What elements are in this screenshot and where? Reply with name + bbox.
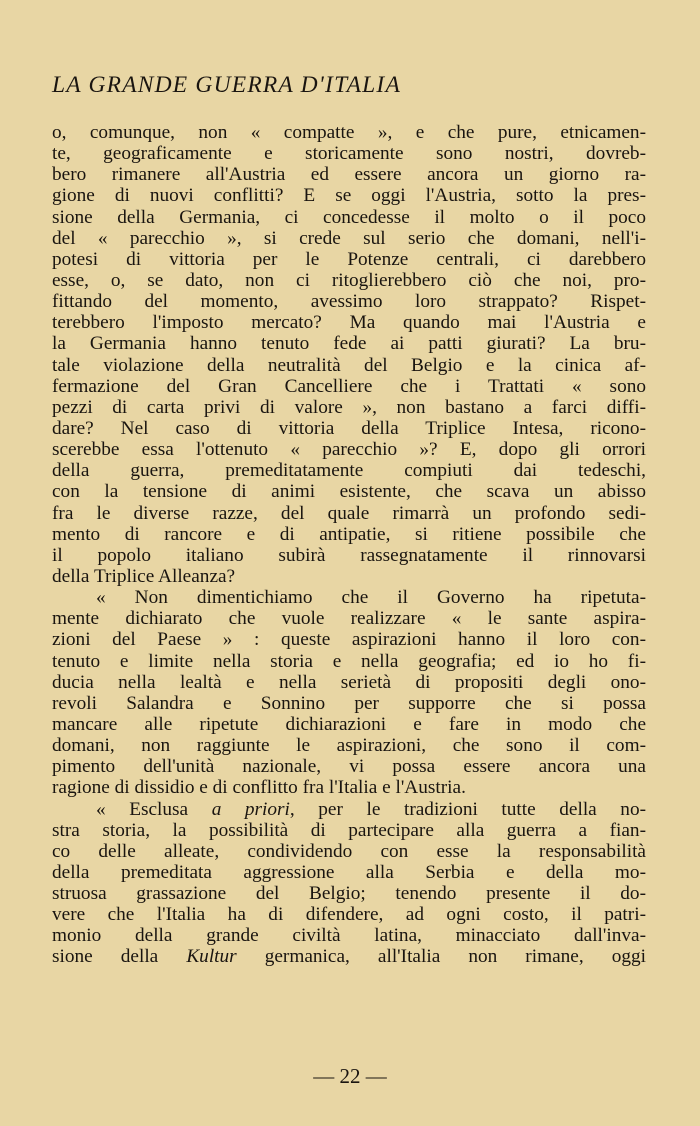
text-line: co delle alleate, condividendo con esse la responsabilità xyxy=(52,840,646,862)
paragraph-first-line: « Non dimentichiamo che il Governo ha ripetuta- xyxy=(96,587,646,609)
text-line: fra le diverse razze, del quale rimarrà un profondo sedi- xyxy=(52,502,646,524)
text-line: sione della Germania, ci concedesse il molto o il poco xyxy=(52,206,646,228)
text-line: terebbero l'imposto mercato? Ma quando mai l'Austria e xyxy=(52,312,646,334)
paragraph-first-line: « Esclusa a priori, per le tradizioni tutte della no- xyxy=(96,798,647,820)
text-line: tale violazione della neutralità del Belgio e la cinica af- xyxy=(52,354,646,376)
paragraph-end-line: della Triplice Alleanza? xyxy=(52,565,236,587)
text-line: mento di rancore e di antipatie, si ritiene possibile che xyxy=(52,523,646,545)
text-line: gione di nuovi conflitti? E se oggi l'Austria, sotto la pres- xyxy=(52,185,646,207)
text-line: domani, non raggiunte le aspirazioni, che sono il com- xyxy=(52,735,646,757)
text-line: mente dichiarato che vuole realizzare « le sante aspira- xyxy=(52,608,646,630)
text-line: il popolo italiano subirà rassegnatamente il rinnovarsi xyxy=(52,544,646,566)
page-number: — 22 — xyxy=(313,1064,387,1088)
text-line: fermazione del Gran Cancelliere che i Trattati « sono xyxy=(52,375,646,397)
text-line: potesi di vittoria per le Potenze centrali, ci darebbero xyxy=(52,248,646,270)
text-line: pezzi di carta privi di valore », non bastano a farci diffi- xyxy=(52,396,646,418)
body-text xyxy=(52,122,646,968)
text-line: della premeditata aggressione alla Serbia e della mo- xyxy=(52,861,646,883)
text-line: con la tensione di animi esistente, che scava un abisso xyxy=(52,481,646,503)
text-line: esse, o, se dato, non ci ritoglierebbero ciò che noi, pro- xyxy=(52,269,646,291)
running-header: LA GRANDE GUERRA D'ITALIA xyxy=(52,72,401,98)
text-line: zioni del Paese » : queste aspirazioni hanno il loro con- xyxy=(52,629,646,651)
text-line: revoli Salandra e Sonnino per supporre che si possa xyxy=(52,692,646,714)
text-line: stra storia, la possibilità di partecipare alla guerra a fian- xyxy=(52,819,646,841)
text-line: o, comunque, non « compatte », e che pure, etnicamen- xyxy=(52,122,646,143)
text-line: ducia nella lealtà e nella serietà di propositi degli ono- xyxy=(52,671,646,693)
text-line: monio della grande civiltà latina, minacciato dall'inva- xyxy=(52,925,646,947)
text-line: struosa grassazione del Belgio; tenendo presente il do- xyxy=(52,883,646,905)
text-line: bero rimanere all'Austria ed essere ancora un giorno ra- xyxy=(52,164,646,186)
text-line: tenuto e limite nella storia e nella geografia; ed io ho fi- xyxy=(52,650,646,672)
text-line: del « parecchio », si crede sul serio che domani, nell'i- xyxy=(52,227,646,249)
text-line: fittando del momento, avessimo loro strappato? Rispet- xyxy=(52,291,646,313)
text-line: te, geograficamente e storicamente sono nostri, dovreb- xyxy=(52,143,646,165)
text-line: sione della Kultur germanica, all'Italia non rimane, oggi xyxy=(52,946,647,968)
text-line: la Germania hanno tenuto fede ai patti giurati? La bru- xyxy=(52,333,646,355)
text-line: scerebbe essa l'ottenuto « parecchio »? E, dopo gli orrori xyxy=(52,439,646,461)
paragraph-end-line: ragione di dissidio e di conflitto fra l'Italia e l'Austria. xyxy=(52,777,466,799)
text-line: dare? Nel caso di vittoria della Triplice Intesa, ricono- xyxy=(52,417,646,439)
text-line: mancare alle ripetute dichiarazioni e fare in modo che xyxy=(52,713,646,735)
text-line: vere che l'Italia ha di difendere, ad ogni costo, il patri- xyxy=(52,904,646,926)
text-line: della guerra, premeditatamente compiuti dai tedeschi, xyxy=(52,460,646,482)
text-line: pimento dell'unità nazionale, vi possa essere ancora una xyxy=(52,756,646,778)
